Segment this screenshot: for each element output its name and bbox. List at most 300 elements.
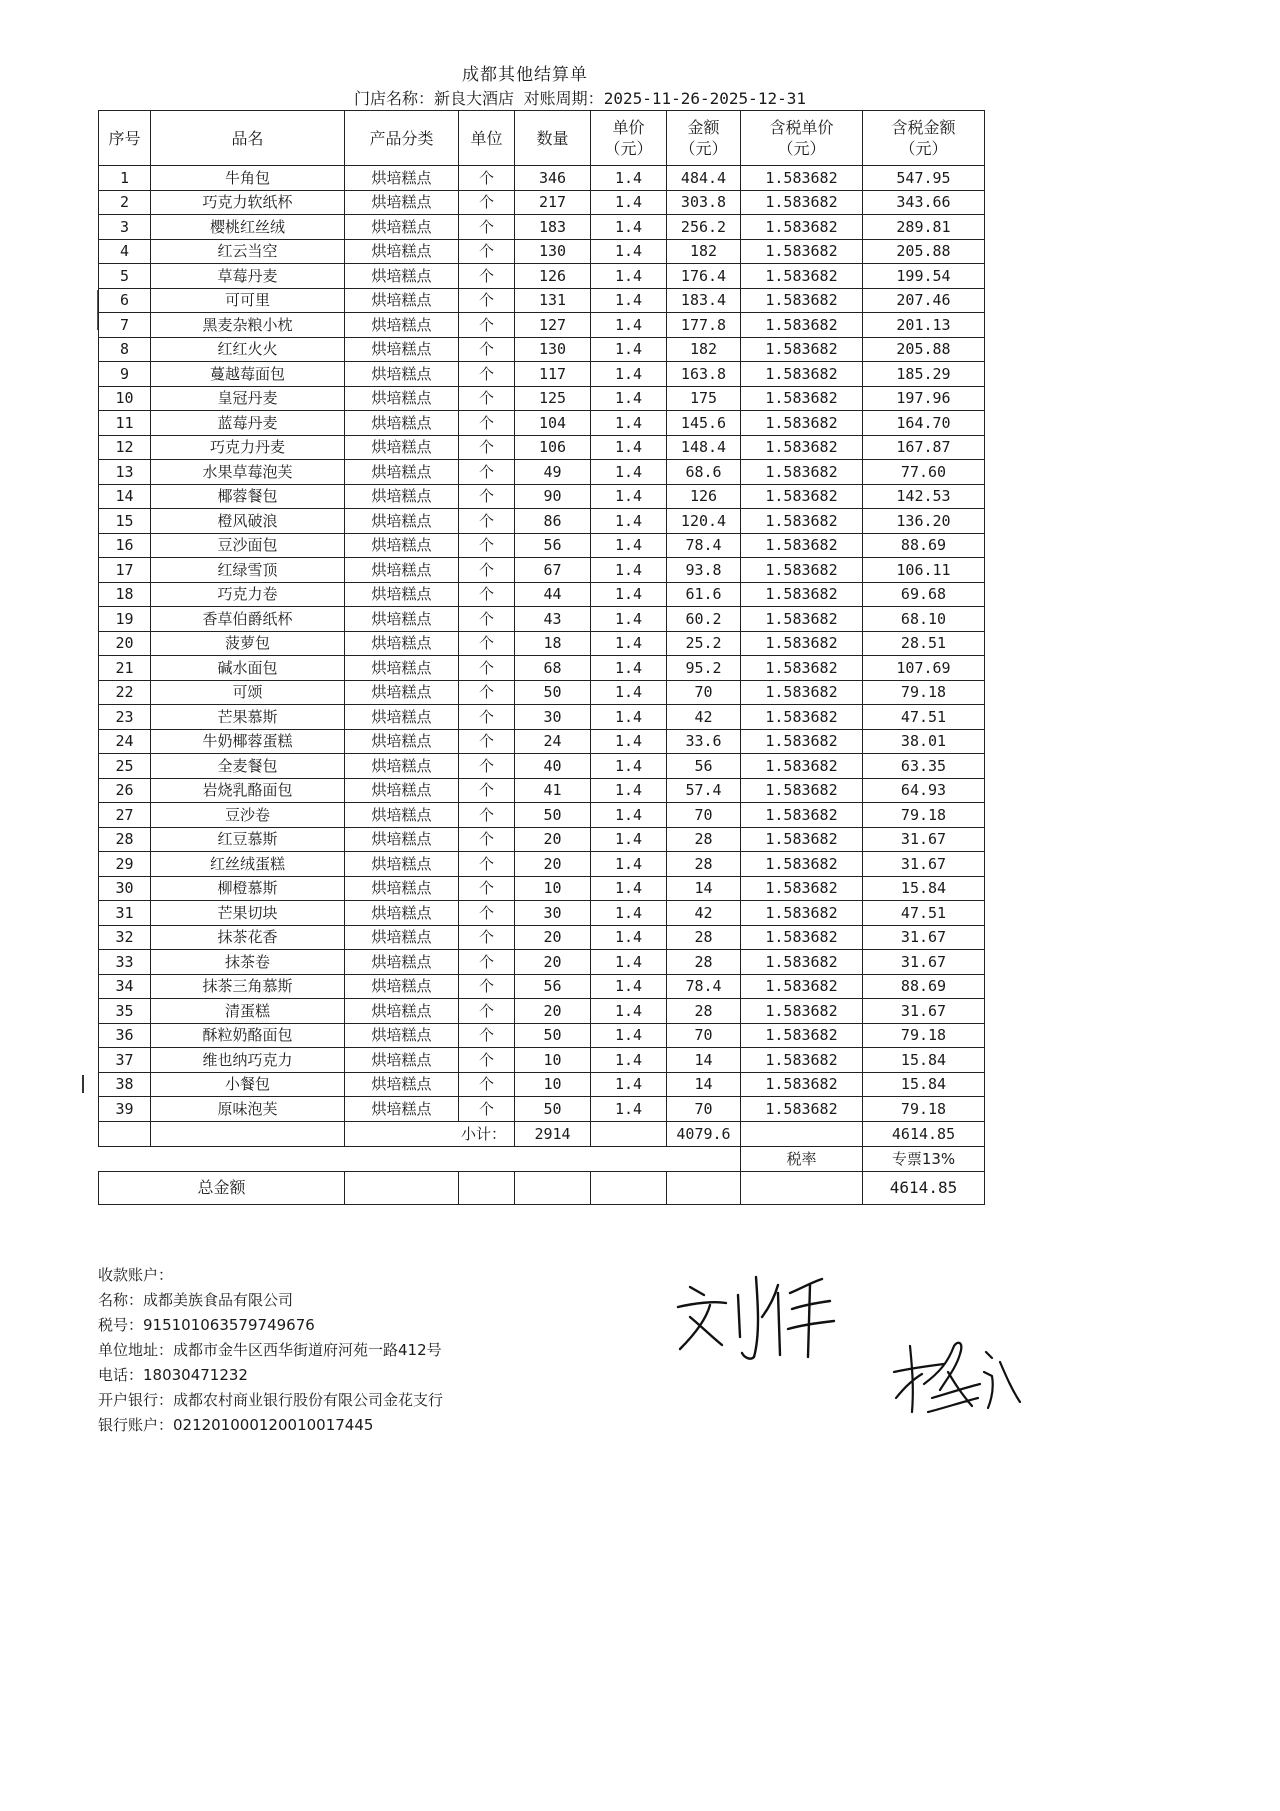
table-row bbox=[99, 1023, 985, 1048]
table-row bbox=[99, 460, 985, 485]
cell-price: 1.4 bbox=[591, 288, 667, 313]
cell-tax-price: 1.583682 bbox=[741, 1023, 863, 1048]
cell-amount: 14 bbox=[667, 1048, 741, 1073]
cell-amount: 28 bbox=[667, 852, 741, 877]
cell-qty: 56 bbox=[515, 533, 591, 558]
cell-seq: 23 bbox=[99, 705, 151, 730]
payee-heading: 收款账户： bbox=[98, 1266, 174, 1284]
cell-amount: 95.2 bbox=[667, 656, 741, 681]
cell-name: 芒果慕斯 bbox=[151, 705, 345, 730]
table-row bbox=[99, 435, 985, 460]
cell-qty: 106 bbox=[515, 435, 591, 460]
cell-qty: 104 bbox=[515, 411, 591, 436]
cell-price: 1.4 bbox=[591, 607, 667, 632]
signature-1 bbox=[670, 1265, 840, 1365]
cell-amount: 256.2 bbox=[667, 215, 741, 240]
table-row bbox=[99, 999, 985, 1024]
header-amount-line1: 金额 bbox=[687, 118, 720, 137]
cell-qty: 56 bbox=[515, 974, 591, 999]
cell-tax-amount: 28.51 bbox=[863, 631, 985, 656]
cell-category: 烘培糕点 bbox=[345, 313, 459, 338]
cell-name: 樱桃红丝绒 bbox=[151, 215, 345, 240]
table-row bbox=[99, 876, 985, 901]
cell-name: 牛角包 bbox=[151, 166, 345, 191]
cell-name: 香草伯爵纸杯 bbox=[151, 607, 345, 632]
cell-price: 1.4 bbox=[591, 950, 667, 975]
cell-category: 烘培糕点 bbox=[345, 925, 459, 950]
cell-unit: 个 bbox=[459, 950, 515, 975]
cell-tax-price: 1.583682 bbox=[741, 288, 863, 313]
cell-price: 1.4 bbox=[591, 239, 667, 264]
cell-name: 红绿雪顶 bbox=[151, 558, 345, 583]
cell-name: 牛奶椰蓉蛋糕 bbox=[151, 729, 345, 754]
cell-qty: 50 bbox=[515, 680, 591, 705]
cell-qty: 50 bbox=[515, 1023, 591, 1048]
cell-tax-price: 1.583682 bbox=[741, 362, 863, 387]
table-row bbox=[99, 484, 985, 509]
total-empty-3 bbox=[515, 1171, 591, 1204]
cell-category: 烘培糕点 bbox=[345, 999, 459, 1024]
cell-name: 抹茶三角慕斯 bbox=[151, 974, 345, 999]
cell-amount: 182 bbox=[667, 337, 741, 362]
cell-tax-amount: 547.95 bbox=[863, 166, 985, 191]
cell-seq: 13 bbox=[99, 460, 151, 485]
cell-tax-price: 1.583682 bbox=[741, 974, 863, 999]
cell-price: 1.4 bbox=[591, 631, 667, 656]
cell-qty: 20 bbox=[515, 827, 591, 852]
table-row bbox=[99, 582, 985, 607]
cell-qty: 125 bbox=[515, 386, 591, 411]
cell-tax-price: 1.583682 bbox=[741, 166, 863, 191]
cell-name: 红豆慕斯 bbox=[151, 827, 345, 852]
table-header-row bbox=[99, 111, 985, 166]
cell-category: 烘培糕点 bbox=[345, 190, 459, 215]
cell-tax-amount: 31.67 bbox=[863, 827, 985, 852]
cell-qty: 10 bbox=[515, 1048, 591, 1073]
cell-tax-amount: 106.11 bbox=[863, 558, 985, 583]
cell-seq: 36 bbox=[99, 1023, 151, 1048]
subtotal-empty-2 bbox=[151, 1121, 345, 1146]
cell-name: 原味泡芙 bbox=[151, 1097, 345, 1122]
cell-unit: 个 bbox=[459, 288, 515, 313]
cell-price: 1.4 bbox=[591, 876, 667, 901]
tax-empty bbox=[99, 1146, 741, 1171]
cell-tax-amount: 197.96 bbox=[863, 386, 985, 411]
cell-name: 蓝莓丹麦 bbox=[151, 411, 345, 436]
cell-tax-amount: 199.54 bbox=[863, 264, 985, 289]
cell-price: 1.4 bbox=[591, 705, 667, 730]
cell-category: 烘培糕点 bbox=[345, 509, 459, 534]
cell-price: 1.4 bbox=[591, 803, 667, 828]
cell-tax-amount: 31.67 bbox=[863, 925, 985, 950]
cell-seq: 35 bbox=[99, 999, 151, 1024]
cell-tax-price: 1.583682 bbox=[741, 337, 863, 362]
cell-amount: 120.4 bbox=[667, 509, 741, 534]
document-subtitle bbox=[130, 86, 1030, 109]
cell-name: 椰蓉餐包 bbox=[151, 484, 345, 509]
cell-price: 1.4 bbox=[591, 852, 667, 877]
cell-price: 1.4 bbox=[591, 509, 667, 534]
cell-unit: 个 bbox=[459, 803, 515, 828]
cell-unit: 个 bbox=[459, 337, 515, 362]
table-row bbox=[99, 754, 985, 779]
cell-category: 烘培糕点 bbox=[345, 484, 459, 509]
cell-amount: 68.6 bbox=[667, 460, 741, 485]
cell-amount: 148.4 bbox=[667, 435, 741, 460]
cell-tax-price: 1.583682 bbox=[741, 705, 863, 730]
cell-unit: 个 bbox=[459, 215, 515, 240]
cell-seq: 12 bbox=[99, 435, 151, 460]
cell-price: 1.4 bbox=[591, 582, 667, 607]
table-row bbox=[99, 803, 985, 828]
cell-category: 烘培糕点 bbox=[345, 827, 459, 852]
table-row bbox=[99, 656, 985, 681]
cell-tax-amount: 15.84 bbox=[863, 1048, 985, 1073]
cell-tax-price: 1.583682 bbox=[741, 558, 863, 583]
cell-unit: 个 bbox=[459, 411, 515, 436]
cell-seq: 39 bbox=[99, 1097, 151, 1122]
store-name: 新良大酒店 bbox=[434, 89, 515, 108]
cell-seq: 19 bbox=[99, 607, 151, 632]
cell-qty: 130 bbox=[515, 337, 591, 362]
cell-tax-price: 1.583682 bbox=[741, 729, 863, 754]
cell-unit: 个 bbox=[459, 386, 515, 411]
cell-qty: 20 bbox=[515, 852, 591, 877]
table-row bbox=[99, 974, 985, 999]
cell-name: 抹茶花香 bbox=[151, 925, 345, 950]
cell-price: 1.4 bbox=[591, 313, 667, 338]
cell-amount: 42 bbox=[667, 901, 741, 926]
cell-tax-price: 1.583682 bbox=[741, 778, 863, 803]
cell-tax-price: 1.583682 bbox=[741, 411, 863, 436]
header-unit: 单位 bbox=[459, 111, 515, 166]
cell-seq: 28 bbox=[99, 827, 151, 852]
total-empty-5 bbox=[667, 1171, 741, 1204]
cell-tax-amount: 38.01 bbox=[863, 729, 985, 754]
cell-amount: 25.2 bbox=[667, 631, 741, 656]
cell-price: 1.4 bbox=[591, 190, 667, 215]
cell-price: 1.4 bbox=[591, 1072, 667, 1097]
table-row bbox=[99, 337, 985, 362]
cell-qty: 10 bbox=[515, 1072, 591, 1097]
cell-tax-amount: 343.66 bbox=[863, 190, 985, 215]
cell-tax-amount: 31.67 bbox=[863, 950, 985, 975]
store-label: 门店名称： bbox=[354, 89, 435, 108]
cell-tax-amount: 77.60 bbox=[863, 460, 985, 485]
header-tax-price-line2: （元） bbox=[777, 139, 826, 158]
cell-tax-price: 1.583682 bbox=[741, 876, 863, 901]
table-row bbox=[99, 827, 985, 852]
cell-tax-price: 1.583682 bbox=[741, 386, 863, 411]
header-tax-amount-line2: （元） bbox=[899, 139, 948, 158]
table-row bbox=[99, 362, 985, 387]
cell-category: 烘培糕点 bbox=[345, 754, 459, 779]
cell-category: 烘培糕点 bbox=[345, 974, 459, 999]
cell-qty: 20 bbox=[515, 950, 591, 975]
cell-unit: 个 bbox=[459, 239, 515, 264]
cell-category: 烘培糕点 bbox=[345, 607, 459, 632]
table-body bbox=[99, 166, 985, 1122]
cell-tax-amount: 31.67 bbox=[863, 852, 985, 877]
header-tax-amount bbox=[863, 111, 985, 166]
cell-unit: 个 bbox=[459, 852, 515, 877]
cell-name: 红红火火 bbox=[151, 337, 345, 362]
cell-category: 烘培糕点 bbox=[345, 1097, 459, 1122]
cell-seq: 6 bbox=[99, 288, 151, 313]
cell-seq: 7 bbox=[99, 313, 151, 338]
cell-amount: 78.4 bbox=[667, 974, 741, 999]
table-row bbox=[99, 925, 985, 950]
table-row bbox=[99, 1072, 985, 1097]
cell-category: 烘培糕点 bbox=[345, 166, 459, 191]
cell-seq: 21 bbox=[99, 656, 151, 681]
cell-qty: 131 bbox=[515, 288, 591, 313]
total-row bbox=[99, 1171, 985, 1204]
cell-tax-amount: 185.29 bbox=[863, 362, 985, 387]
cell-unit: 个 bbox=[459, 1048, 515, 1073]
cell-seq: 3 bbox=[99, 215, 151, 240]
cell-amount: 126 bbox=[667, 484, 741, 509]
cell-price: 1.4 bbox=[591, 264, 667, 289]
cell-seq: 20 bbox=[99, 631, 151, 656]
cell-price: 1.4 bbox=[591, 337, 667, 362]
cell-amount: 176.4 bbox=[667, 264, 741, 289]
subtotal-label: 小计： bbox=[345, 1121, 515, 1146]
subtotal-empty-4 bbox=[741, 1121, 863, 1146]
cell-unit: 个 bbox=[459, 166, 515, 191]
cell-tax-price: 1.583682 bbox=[741, 754, 863, 779]
cell-name: 碱水面包 bbox=[151, 656, 345, 681]
cell-price: 1.4 bbox=[591, 974, 667, 999]
cell-seq: 17 bbox=[99, 558, 151, 583]
cell-unit: 个 bbox=[459, 680, 515, 705]
tax-rate-label: 税率 bbox=[741, 1146, 863, 1171]
cell-name: 可颂 bbox=[151, 680, 345, 705]
cell-name: 抹茶卷 bbox=[151, 950, 345, 975]
total-empty-2 bbox=[459, 1171, 515, 1204]
cell-name: 岩烧乳酪面包 bbox=[151, 778, 345, 803]
cell-category: 烘培糕点 bbox=[345, 215, 459, 240]
table-row bbox=[99, 705, 985, 730]
header-tax-price-line1: 含税单价 bbox=[769, 118, 834, 137]
cell-name: 蔓越莓面包 bbox=[151, 362, 345, 387]
table-row bbox=[99, 190, 985, 215]
cell-tax-amount: 136.20 bbox=[863, 509, 985, 534]
cell-seq: 11 bbox=[99, 411, 151, 436]
cell-category: 烘培糕点 bbox=[345, 1048, 459, 1073]
cell-price: 1.4 bbox=[591, 729, 667, 754]
cell-tax-price: 1.583682 bbox=[741, 435, 863, 460]
cell-amount: 33.6 bbox=[667, 729, 741, 754]
cell-tax-price: 1.583682 bbox=[741, 925, 863, 950]
cell-unit: 个 bbox=[459, 656, 515, 681]
cell-qty: 49 bbox=[515, 460, 591, 485]
cell-price: 1.4 bbox=[591, 362, 667, 387]
cell-unit: 个 bbox=[459, 435, 515, 460]
cell-seq: 24 bbox=[99, 729, 151, 754]
cell-category: 烘培糕点 bbox=[345, 705, 459, 730]
payee-account: 银行账户：021201000120010017445 bbox=[98, 1416, 374, 1434]
cell-category: 烘培糕点 bbox=[345, 533, 459, 558]
cell-unit: 个 bbox=[459, 631, 515, 656]
cell-tax-price: 1.583682 bbox=[741, 264, 863, 289]
cell-amount: 61.6 bbox=[667, 582, 741, 607]
cell-seq: 1 bbox=[99, 166, 151, 191]
cell-amount: 28 bbox=[667, 925, 741, 950]
cell-amount: 42 bbox=[667, 705, 741, 730]
cell-unit: 个 bbox=[459, 901, 515, 926]
header-price-line1: 单价 bbox=[612, 118, 645, 137]
cell-tax-price: 1.583682 bbox=[741, 803, 863, 828]
cell-amount: 175 bbox=[667, 386, 741, 411]
cell-qty: 43 bbox=[515, 607, 591, 632]
total-empty-6 bbox=[741, 1171, 863, 1204]
cell-qty: 90 bbox=[515, 484, 591, 509]
cell-tax-amount: 207.46 bbox=[863, 288, 985, 313]
cell-tax-amount: 31.67 bbox=[863, 999, 985, 1024]
cell-unit: 个 bbox=[459, 974, 515, 999]
cell-name: 维也纳巧克力 bbox=[151, 1048, 345, 1073]
cell-seq: 14 bbox=[99, 484, 151, 509]
cell-qty: 126 bbox=[515, 264, 591, 289]
cell-tax-price: 1.583682 bbox=[741, 1097, 863, 1122]
cell-price: 1.4 bbox=[591, 215, 667, 240]
cell-category: 烘培糕点 bbox=[345, 435, 459, 460]
cell-qty: 20 bbox=[515, 925, 591, 950]
cell-tax-amount: 79.18 bbox=[863, 1023, 985, 1048]
subtotal-row bbox=[99, 1121, 985, 1146]
table-row bbox=[99, 239, 985, 264]
payee-name: 名称：成都美族食品有限公司 bbox=[98, 1291, 294, 1309]
cell-seq: 25 bbox=[99, 754, 151, 779]
cell-category: 烘培糕点 bbox=[345, 901, 459, 926]
cell-name: 柳橙慕斯 bbox=[151, 876, 345, 901]
cell-tax-price: 1.583682 bbox=[741, 313, 863, 338]
table-row bbox=[99, 901, 985, 926]
cell-tax-price: 1.583682 bbox=[741, 999, 863, 1024]
signature-2 bbox=[888, 1332, 1028, 1422]
header-price bbox=[591, 111, 667, 166]
cell-name: 巧克力丹麦 bbox=[151, 435, 345, 460]
period-value: 2025-11-26-2025-12-31 bbox=[603, 89, 806, 108]
cell-qty: 67 bbox=[515, 558, 591, 583]
cell-category: 烘培糕点 bbox=[345, 852, 459, 877]
cell-tax-price: 1.583682 bbox=[741, 607, 863, 632]
subtotal-empty-1 bbox=[99, 1121, 151, 1146]
document-title: 成都其他结算单 bbox=[462, 65, 588, 85]
cell-unit: 个 bbox=[459, 533, 515, 558]
cell-name: 芒果切块 bbox=[151, 901, 345, 926]
cell-qty: 50 bbox=[515, 1097, 591, 1122]
cell-tax-price: 1.583682 bbox=[741, 582, 863, 607]
payee-tax-id: 税号：915101063579749676 bbox=[98, 1316, 315, 1334]
cell-unit: 个 bbox=[459, 1072, 515, 1097]
settlement-table bbox=[98, 110, 985, 1205]
cell-tax-amount: 79.18 bbox=[863, 1097, 985, 1122]
cell-tax-amount: 289.81 bbox=[863, 215, 985, 240]
payee-info bbox=[98, 1263, 443, 1438]
cell-unit: 个 bbox=[459, 778, 515, 803]
cell-name: 酥粒奶酪面包 bbox=[151, 1023, 345, 1048]
cell-name: 巧克力软纸杯 bbox=[151, 190, 345, 215]
cell-unit: 个 bbox=[459, 729, 515, 754]
cell-name: 草莓丹麦 bbox=[151, 264, 345, 289]
cell-name: 全麦餐包 bbox=[151, 754, 345, 779]
table-row bbox=[99, 386, 985, 411]
cell-price: 1.4 bbox=[591, 680, 667, 705]
table-row bbox=[99, 852, 985, 877]
payee-bank: 开户银行：成都农村商业银行股份有限公司金花支行 bbox=[98, 1391, 444, 1409]
cell-seq: 30 bbox=[99, 876, 151, 901]
cell-qty: 86 bbox=[515, 509, 591, 534]
cell-amount: 14 bbox=[667, 876, 741, 901]
cell-name: 清蛋糕 bbox=[151, 999, 345, 1024]
cell-name: 小餐包 bbox=[151, 1072, 345, 1097]
cell-tax-amount: 205.88 bbox=[863, 337, 985, 362]
table-row bbox=[99, 411, 985, 436]
table-row bbox=[99, 1048, 985, 1073]
cell-name: 橙风破浪 bbox=[151, 509, 345, 534]
total-empty-4 bbox=[591, 1171, 667, 1204]
cell-qty: 24 bbox=[515, 729, 591, 754]
cell-price: 1.4 bbox=[591, 778, 667, 803]
cell-tax-amount: 47.51 bbox=[863, 705, 985, 730]
cell-tax-amount: 47.51 bbox=[863, 901, 985, 926]
cell-category: 烘培糕点 bbox=[345, 950, 459, 975]
cell-seq: 33 bbox=[99, 950, 151, 975]
period-label: 对账周期： bbox=[523, 89, 604, 108]
cell-tax-amount: 63.35 bbox=[863, 754, 985, 779]
cell-price: 1.4 bbox=[591, 558, 667, 583]
cell-seq: 34 bbox=[99, 974, 151, 999]
cell-price: 1.4 bbox=[591, 166, 667, 191]
cell-price: 1.4 bbox=[591, 999, 667, 1024]
cell-unit: 个 bbox=[459, 582, 515, 607]
table-row bbox=[99, 509, 985, 534]
cell-category: 烘培糕点 bbox=[345, 656, 459, 681]
header-seq: 序号 bbox=[99, 111, 151, 166]
cell-seq: 32 bbox=[99, 925, 151, 950]
cell-seq: 4 bbox=[99, 239, 151, 264]
table-row bbox=[99, 166, 985, 191]
cell-seq: 5 bbox=[99, 264, 151, 289]
cell-qty: 10 bbox=[515, 876, 591, 901]
cell-name: 红云当空 bbox=[151, 239, 345, 264]
cell-qty: 183 bbox=[515, 215, 591, 240]
cell-unit: 个 bbox=[459, 362, 515, 387]
table-row bbox=[99, 533, 985, 558]
cell-price: 1.4 bbox=[591, 925, 667, 950]
cell-category: 烘培糕点 bbox=[345, 876, 459, 901]
cell-tax-price: 1.583682 bbox=[741, 901, 863, 926]
cell-amount: 70 bbox=[667, 1023, 741, 1048]
table-row bbox=[99, 729, 985, 754]
cell-amount: 70 bbox=[667, 1097, 741, 1122]
cell-price: 1.4 bbox=[591, 754, 667, 779]
header-category: 产品分类 bbox=[345, 111, 459, 166]
header-name: 品名 bbox=[151, 111, 345, 166]
cell-unit: 个 bbox=[459, 876, 515, 901]
subtotal-empty-3 bbox=[591, 1121, 667, 1146]
cell-seq: 29 bbox=[99, 852, 151, 877]
cell-category: 烘培糕点 bbox=[345, 362, 459, 387]
cell-price: 1.4 bbox=[591, 1048, 667, 1073]
cell-qty: 20 bbox=[515, 999, 591, 1024]
total-empty-1 bbox=[345, 1171, 459, 1204]
cell-tax-price: 1.583682 bbox=[741, 852, 863, 877]
cell-category: 烘培糕点 bbox=[345, 803, 459, 828]
cell-tax-amount: 15.84 bbox=[863, 876, 985, 901]
